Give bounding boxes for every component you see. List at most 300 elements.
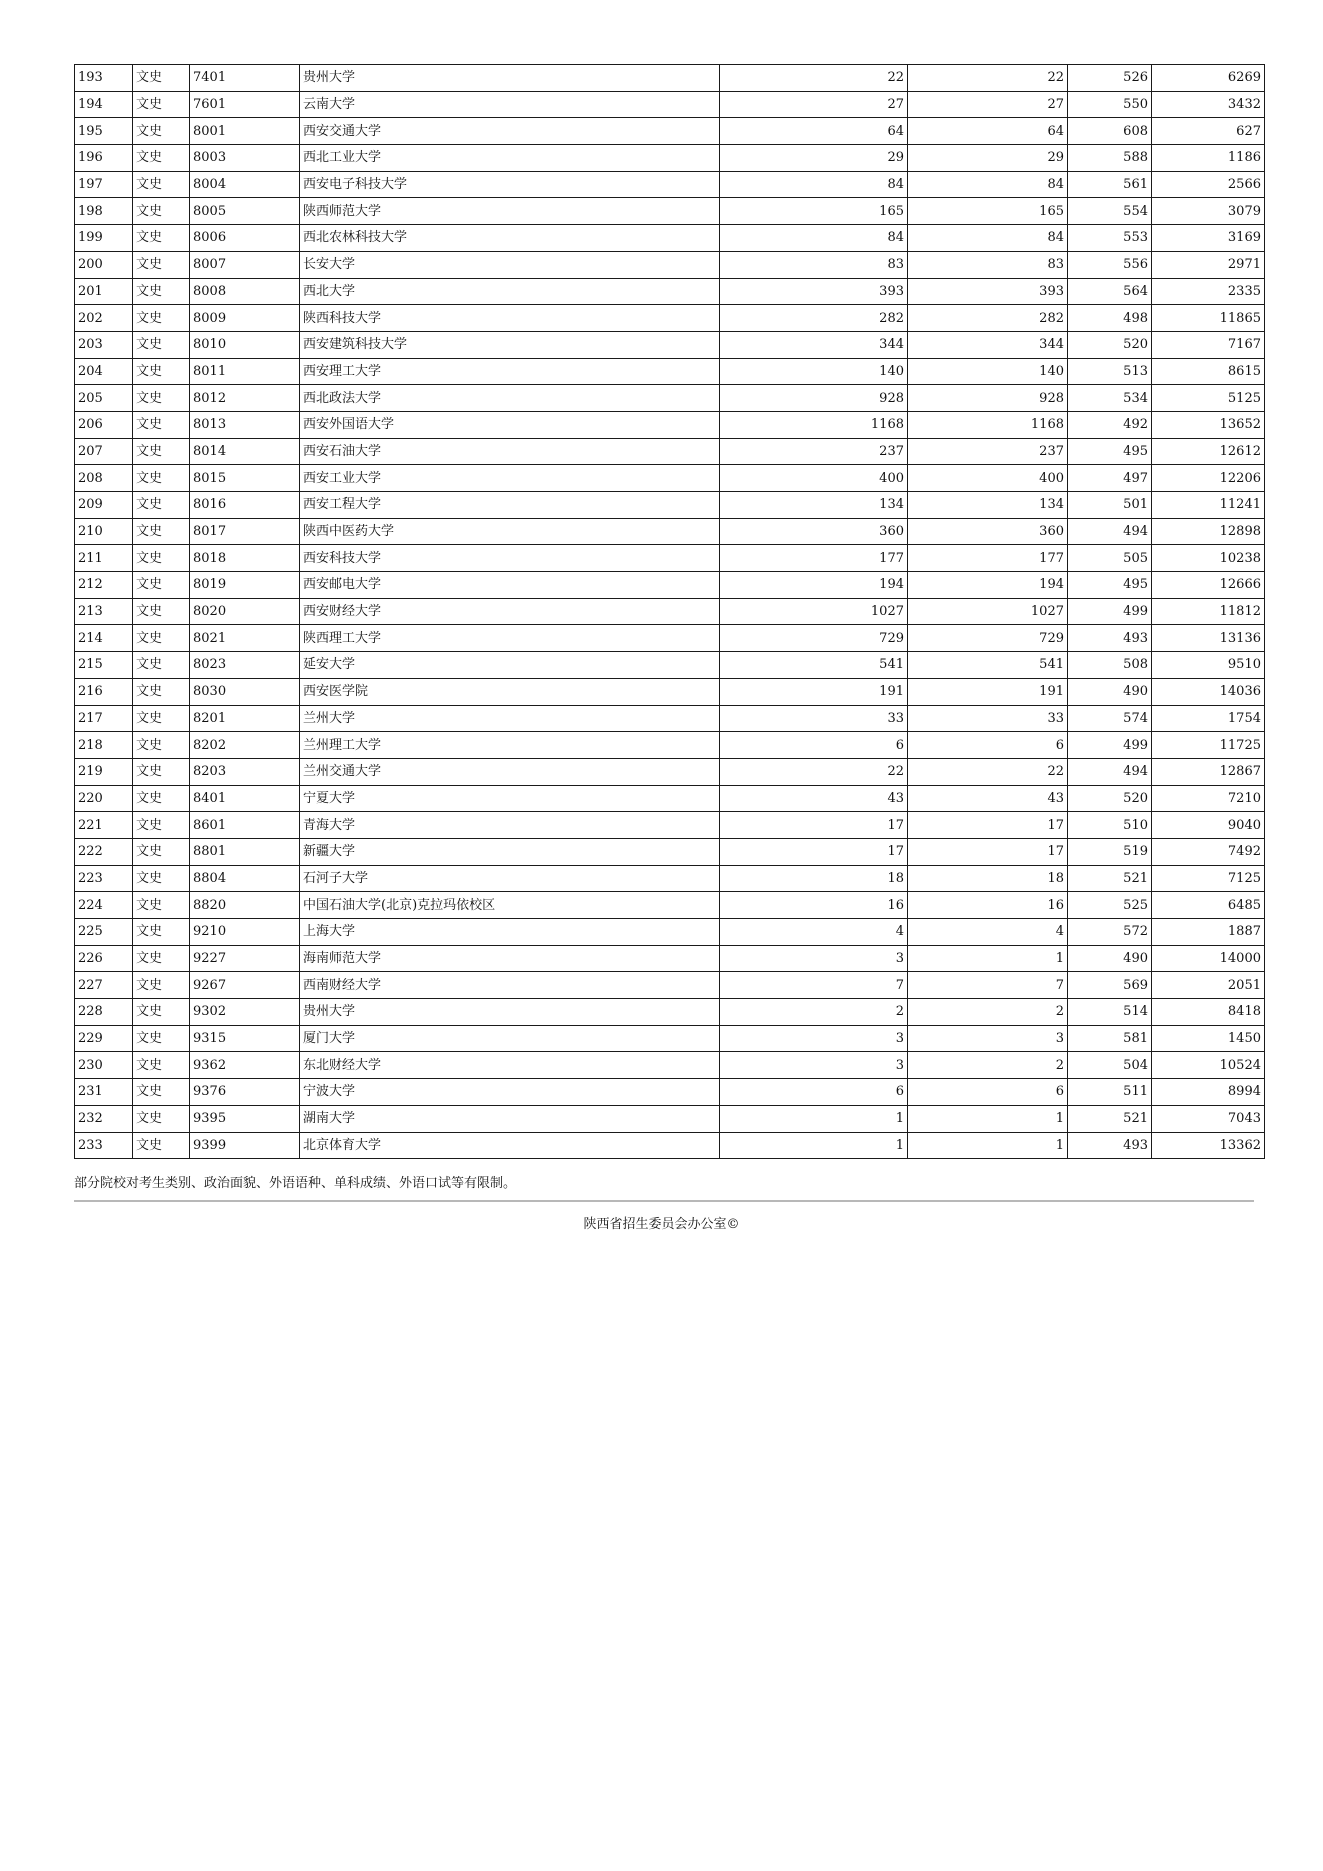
min-score-cell: 494 (1068, 758, 1152, 785)
table-row (75, 732, 1265, 759)
plan-count-cell: 3 (720, 945, 908, 972)
row-index-cell: 233 (75, 1132, 133, 1159)
min-score-cell: 525 (1068, 892, 1152, 919)
row-index-cell: 196 (75, 145, 133, 172)
table-row (75, 65, 1265, 92)
rank-cell: 10238 (1152, 545, 1265, 572)
school-code-cell: 9399 (190, 1132, 300, 1159)
min-score-cell: 526 (1068, 65, 1152, 92)
rank-cell: 3432 (1152, 91, 1265, 118)
school-code-cell: 8019 (190, 572, 300, 599)
plan-count-cell: 33 (720, 705, 908, 732)
plan-count-cell: 360 (720, 518, 908, 545)
plan-count-cell: 16 (720, 892, 908, 919)
school-name-cell: 厦门大学 (300, 1025, 720, 1052)
admitted-count-cell: 344 (908, 331, 1068, 358)
plan-count-cell: 282 (720, 305, 908, 332)
table-row (75, 838, 1265, 865)
school-code-cell: 8001 (190, 118, 300, 145)
plan-count-cell: 177 (720, 545, 908, 572)
admitted-count-cell: 140 (908, 358, 1068, 385)
school-code-cell: 8013 (190, 411, 300, 438)
rank-cell: 9040 (1152, 812, 1265, 839)
school-name-cell: 西安医学院 (300, 678, 720, 705)
school-code-cell: 8007 (190, 251, 300, 278)
min-score-cell: 588 (1068, 145, 1152, 172)
school-code-cell: 8030 (190, 678, 300, 705)
min-score-cell: 564 (1068, 278, 1152, 305)
table-row (75, 785, 1265, 812)
min-score-cell: 581 (1068, 1025, 1152, 1052)
row-index-cell: 232 (75, 1105, 133, 1132)
category-cell: 文史 (133, 358, 190, 385)
table-row (75, 465, 1265, 492)
rank-cell: 14036 (1152, 678, 1265, 705)
row-index-cell: 199 (75, 225, 133, 252)
admitted-count-cell: 1 (908, 945, 1068, 972)
rank-cell: 1754 (1152, 705, 1265, 732)
rank-cell: 14000 (1152, 945, 1265, 972)
rank-cell: 2971 (1152, 251, 1265, 278)
row-index-cell: 231 (75, 1079, 133, 1106)
school-code-cell: 8008 (190, 278, 300, 305)
admitted-count-cell: 928 (908, 385, 1068, 412)
row-index-cell: 208 (75, 465, 133, 492)
min-score-cell: 498 (1068, 305, 1152, 332)
rank-cell: 2051 (1152, 972, 1265, 999)
min-score-cell: 513 (1068, 358, 1152, 385)
plan-count-cell: 400 (720, 465, 908, 492)
school-name-cell: 宁夏大学 (300, 785, 720, 812)
admitted-count-cell: 134 (908, 492, 1068, 519)
category-cell: 文史 (133, 598, 190, 625)
rank-cell: 12206 (1152, 465, 1265, 492)
table-row (75, 385, 1265, 412)
plan-count-cell: 17 (720, 838, 908, 865)
rank-cell: 12867 (1152, 758, 1265, 785)
plan-count-cell: 237 (720, 438, 908, 465)
category-cell: 文史 (133, 1025, 190, 1052)
admitted-count-cell: 6 (908, 732, 1068, 759)
plan-count-cell: 7 (720, 972, 908, 999)
rank-cell: 11725 (1152, 732, 1265, 759)
row-index-cell: 200 (75, 251, 133, 278)
admitted-count-cell: 18 (908, 865, 1068, 892)
row-index-cell: 217 (75, 705, 133, 732)
table-row (75, 705, 1265, 732)
plan-count-cell: 393 (720, 278, 908, 305)
min-score-cell: 505 (1068, 545, 1152, 572)
min-score-cell: 534 (1068, 385, 1152, 412)
category-cell: 文史 (133, 305, 190, 332)
min-score-cell: 490 (1068, 945, 1152, 972)
category-cell: 文史 (133, 999, 190, 1026)
table-row (75, 331, 1265, 358)
category-cell: 文史 (133, 919, 190, 946)
row-index-cell: 211 (75, 545, 133, 572)
rank-cell: 12898 (1152, 518, 1265, 545)
school-name-cell: 西安理工大学 (300, 358, 720, 385)
min-score-cell: 495 (1068, 438, 1152, 465)
school-name-cell: 西南财经大学 (300, 972, 720, 999)
min-score-cell: 493 (1068, 1132, 1152, 1159)
footer-divider (74, 1200, 1254, 1202)
rank-cell: 8615 (1152, 358, 1265, 385)
min-score-cell: 569 (1068, 972, 1152, 999)
min-score-cell: 492 (1068, 411, 1152, 438)
plan-count-cell: 27 (720, 91, 908, 118)
min-score-cell: 550 (1068, 91, 1152, 118)
school-name-cell: 陕西师范大学 (300, 198, 720, 225)
min-score-cell: 510 (1068, 812, 1152, 839)
table-row (75, 865, 1265, 892)
school-code-cell: 8014 (190, 438, 300, 465)
admitted-count-cell: 541 (908, 652, 1068, 679)
category-cell: 文史 (133, 1105, 190, 1132)
admitted-count-cell: 194 (908, 572, 1068, 599)
plan-count-cell: 3 (720, 1025, 908, 1052)
table-row (75, 198, 1265, 225)
rank-cell: 1887 (1152, 919, 1265, 946)
category-cell: 文史 (133, 465, 190, 492)
category-cell: 文史 (133, 812, 190, 839)
school-name-cell: 东北财经大学 (300, 1052, 720, 1079)
row-index-cell: 227 (75, 972, 133, 999)
school-code-cell: 8005 (190, 198, 300, 225)
category-cell: 文史 (133, 385, 190, 412)
school-code-cell: 8015 (190, 465, 300, 492)
min-score-cell: 494 (1068, 518, 1152, 545)
category-cell: 文史 (133, 545, 190, 572)
admitted-count-cell: 7 (908, 972, 1068, 999)
plan-count-cell: 6 (720, 732, 908, 759)
school-code-cell: 8202 (190, 732, 300, 759)
table-row (75, 1079, 1265, 1106)
admitted-count-cell: 1027 (908, 598, 1068, 625)
school-name-cell: 石河子大学 (300, 865, 720, 892)
rank-cell: 13652 (1152, 411, 1265, 438)
school-name-cell: 西北大学 (300, 278, 720, 305)
school-code-cell: 8009 (190, 305, 300, 332)
category-cell: 文史 (133, 652, 190, 679)
admitted-count-cell: 43 (908, 785, 1068, 812)
rank-cell: 5125 (1152, 385, 1265, 412)
school-code-cell: 8016 (190, 492, 300, 519)
admitted-count-cell: 1 (908, 1105, 1068, 1132)
admitted-count-cell: 165 (908, 198, 1068, 225)
table-row (75, 225, 1265, 252)
table-row (75, 545, 1265, 572)
school-code-cell: 9362 (190, 1052, 300, 1079)
row-index-cell: 213 (75, 598, 133, 625)
category-cell: 文史 (133, 945, 190, 972)
school-code-cell: 8003 (190, 145, 300, 172)
admitted-count-cell: 360 (908, 518, 1068, 545)
category-cell: 文史 (133, 892, 190, 919)
category-cell: 文史 (133, 785, 190, 812)
school-name-cell: 兰州大学 (300, 705, 720, 732)
plan-count-cell: 1 (720, 1105, 908, 1132)
row-index-cell: 226 (75, 945, 133, 972)
school-name-cell: 贵州大学 (300, 65, 720, 92)
row-index-cell: 215 (75, 652, 133, 679)
category-cell: 文史 (133, 171, 190, 198)
rank-cell: 7492 (1152, 838, 1265, 865)
admitted-count-cell: 400 (908, 465, 1068, 492)
table-row (75, 919, 1265, 946)
admitted-count-cell: 4 (908, 919, 1068, 946)
min-score-cell: 553 (1068, 225, 1152, 252)
category-cell: 文史 (133, 65, 190, 92)
row-index-cell: 206 (75, 411, 133, 438)
school-name-cell: 贵州大学 (300, 999, 720, 1026)
category-cell: 文史 (133, 145, 190, 172)
plan-count-cell: 134 (720, 492, 908, 519)
rank-cell: 627 (1152, 118, 1265, 145)
admitted-count-cell: 2 (908, 999, 1068, 1026)
row-index-cell: 198 (75, 198, 133, 225)
min-score-cell: 511 (1068, 1079, 1152, 1106)
rank-cell: 6269 (1152, 65, 1265, 92)
rank-cell: 3079 (1152, 198, 1265, 225)
rank-cell: 11812 (1152, 598, 1265, 625)
admitted-count-cell: 1 (908, 1132, 1068, 1159)
table-row (75, 91, 1265, 118)
category-cell: 文史 (133, 411, 190, 438)
rank-cell: 2335 (1152, 278, 1265, 305)
plan-count-cell: 43 (720, 785, 908, 812)
row-index-cell: 203 (75, 331, 133, 358)
plan-count-cell: 344 (720, 331, 908, 358)
table-row (75, 518, 1265, 545)
plan-count-cell: 194 (720, 572, 908, 599)
table-row (75, 758, 1265, 785)
row-index-cell: 202 (75, 305, 133, 332)
plan-count-cell: 729 (720, 625, 908, 652)
category-cell: 文史 (133, 732, 190, 759)
rank-cell: 11865 (1152, 305, 1265, 332)
rank-cell: 13136 (1152, 625, 1265, 652)
school-code-cell: 8804 (190, 865, 300, 892)
school-code-cell: 9227 (190, 945, 300, 972)
school-code-cell: 8401 (190, 785, 300, 812)
plan-count-cell: 22 (720, 758, 908, 785)
school-name-cell: 延安大学 (300, 652, 720, 679)
school-code-cell: 8012 (190, 385, 300, 412)
school-name-cell: 西北政法大学 (300, 385, 720, 412)
rank-cell: 9510 (1152, 652, 1265, 679)
school-code-cell: 8021 (190, 625, 300, 652)
table-row (75, 411, 1265, 438)
min-score-cell: 504 (1068, 1052, 1152, 1079)
admitted-count-cell: 17 (908, 812, 1068, 839)
table-row (75, 572, 1265, 599)
school-code-cell: 8010 (190, 331, 300, 358)
row-index-cell: 218 (75, 732, 133, 759)
school-name-cell: 西安外国语大学 (300, 411, 720, 438)
row-index-cell: 207 (75, 438, 133, 465)
rank-cell: 8418 (1152, 999, 1265, 1026)
plan-count-cell: 29 (720, 145, 908, 172)
table-row (75, 1105, 1265, 1132)
min-score-cell: 514 (1068, 999, 1152, 1026)
rank-cell: 13362 (1152, 1132, 1265, 1159)
category-cell: 文史 (133, 625, 190, 652)
rank-cell: 1186 (1152, 145, 1265, 172)
min-score-cell: 520 (1068, 331, 1152, 358)
table-row (75, 892, 1265, 919)
plan-count-cell: 2 (720, 999, 908, 1026)
school-code-cell: 8004 (190, 171, 300, 198)
admitted-count-cell: 16 (908, 892, 1068, 919)
school-code-cell: 8201 (190, 705, 300, 732)
school-code-cell: 9302 (190, 999, 300, 1026)
school-name-cell: 陕西科技大学 (300, 305, 720, 332)
rank-cell: 7125 (1152, 865, 1265, 892)
admitted-count-cell: 64 (908, 118, 1068, 145)
school-code-cell: 8017 (190, 518, 300, 545)
school-name-cell: 西北工业大学 (300, 145, 720, 172)
admitted-count-cell: 282 (908, 305, 1068, 332)
admitted-count-cell: 22 (908, 65, 1068, 92)
admitted-count-cell: 33 (908, 705, 1068, 732)
admitted-count-cell: 1168 (908, 411, 1068, 438)
plan-count-cell: 1027 (720, 598, 908, 625)
row-index-cell: 205 (75, 385, 133, 412)
admitted-count-cell: 17 (908, 838, 1068, 865)
category-cell: 文史 (133, 198, 190, 225)
row-index-cell: 225 (75, 919, 133, 946)
school-name-cell: 云南大学 (300, 91, 720, 118)
admitted-count-cell: 83 (908, 251, 1068, 278)
admitted-count-cell: 84 (908, 225, 1068, 252)
admitted-count-cell: 729 (908, 625, 1068, 652)
footer-copyright: 陕西省招生委员会办公室© (583, 1217, 740, 1232)
plan-count-cell: 140 (720, 358, 908, 385)
school-code-cell: 7401 (190, 65, 300, 92)
school-name-cell: 西安财经大学 (300, 598, 720, 625)
plan-count-cell: 22 (720, 65, 908, 92)
school-code-cell: 8203 (190, 758, 300, 785)
rank-cell: 2566 (1152, 171, 1265, 198)
row-index-cell: 220 (75, 785, 133, 812)
table-row (75, 171, 1265, 198)
table-row (75, 1132, 1265, 1159)
min-score-cell: 520 (1068, 785, 1152, 812)
plan-count-cell: 928 (720, 385, 908, 412)
school-code-cell: 9210 (190, 919, 300, 946)
min-score-cell: 561 (1068, 171, 1152, 198)
row-index-cell: 228 (75, 999, 133, 1026)
category-cell: 文史 (133, 492, 190, 519)
rank-cell: 8994 (1152, 1079, 1265, 1106)
school-name-cell: 西安工程大学 (300, 492, 720, 519)
school-name-cell: 宁波大学 (300, 1079, 720, 1106)
school-name-cell: 海南师范大学 (300, 945, 720, 972)
rank-cell: 12612 (1152, 438, 1265, 465)
admitted-count-cell: 2 (908, 1052, 1068, 1079)
table-row (75, 492, 1265, 519)
school-name-cell: 西安交通大学 (300, 118, 720, 145)
category-cell: 文史 (133, 518, 190, 545)
category-cell: 文史 (133, 705, 190, 732)
row-index-cell: 197 (75, 171, 133, 198)
table-row (75, 145, 1265, 172)
min-score-cell: 501 (1068, 492, 1152, 519)
school-name-cell: 兰州理工大学 (300, 732, 720, 759)
plan-count-cell: 541 (720, 652, 908, 679)
school-name-cell: 西安邮电大学 (300, 572, 720, 599)
category-cell: 文史 (133, 118, 190, 145)
admission-table (74, 64, 1265, 1159)
rank-cell: 6485 (1152, 892, 1265, 919)
min-score-cell: 521 (1068, 865, 1152, 892)
admitted-count-cell: 6 (908, 1079, 1068, 1106)
school-code-cell: 8011 (190, 358, 300, 385)
admitted-count-cell: 177 (908, 545, 1068, 572)
min-score-cell: 508 (1068, 652, 1152, 679)
category-cell: 文史 (133, 438, 190, 465)
rank-cell: 11241 (1152, 492, 1265, 519)
rank-cell: 1450 (1152, 1025, 1265, 1052)
min-score-cell: 554 (1068, 198, 1152, 225)
school-name-cell: 西安建筑科技大学 (300, 331, 720, 358)
plan-count-cell: 6 (720, 1079, 908, 1106)
school-name-cell: 中国石油大学(北京)克拉玛依校区 (300, 892, 720, 919)
category-cell: 文史 (133, 1052, 190, 1079)
min-score-cell: 499 (1068, 732, 1152, 759)
min-score-cell: 519 (1068, 838, 1152, 865)
category-cell: 文史 (133, 91, 190, 118)
category-cell: 文史 (133, 1132, 190, 1159)
table-row (75, 945, 1265, 972)
table-row (75, 678, 1265, 705)
min-score-cell: 572 (1068, 919, 1152, 946)
row-index-cell: 201 (75, 278, 133, 305)
school-code-cell: 8601 (190, 812, 300, 839)
min-score-cell: 608 (1068, 118, 1152, 145)
table-row (75, 118, 1265, 145)
school-name-cell: 西安石油大学 (300, 438, 720, 465)
school-name-cell: 西安工业大学 (300, 465, 720, 492)
category-cell: 文史 (133, 572, 190, 599)
plan-count-cell: 84 (720, 171, 908, 198)
category-cell: 文史 (133, 225, 190, 252)
school-name-cell: 湖南大学 (300, 1105, 720, 1132)
school-code-cell: 8023 (190, 652, 300, 679)
table-row (75, 1052, 1265, 1079)
row-index-cell: 212 (75, 572, 133, 599)
category-cell: 文史 (133, 678, 190, 705)
table-row (75, 625, 1265, 652)
admitted-count-cell: 22 (908, 758, 1068, 785)
row-index-cell: 224 (75, 892, 133, 919)
table-row (75, 305, 1265, 332)
table-row (75, 438, 1265, 465)
plan-count-cell: 191 (720, 678, 908, 705)
category-cell: 文史 (133, 972, 190, 999)
school-name-cell: 西安电子科技大学 (300, 171, 720, 198)
school-name-cell: 西北农林科技大学 (300, 225, 720, 252)
row-index-cell: 194 (75, 91, 133, 118)
plan-count-cell: 165 (720, 198, 908, 225)
admitted-count-cell: 237 (908, 438, 1068, 465)
school-name-cell: 北京体育大学 (300, 1132, 720, 1159)
plan-count-cell: 1168 (720, 411, 908, 438)
admitted-count-cell: 3 (908, 1025, 1068, 1052)
plan-count-cell: 3 (720, 1052, 908, 1079)
min-score-cell: 556 (1068, 251, 1152, 278)
